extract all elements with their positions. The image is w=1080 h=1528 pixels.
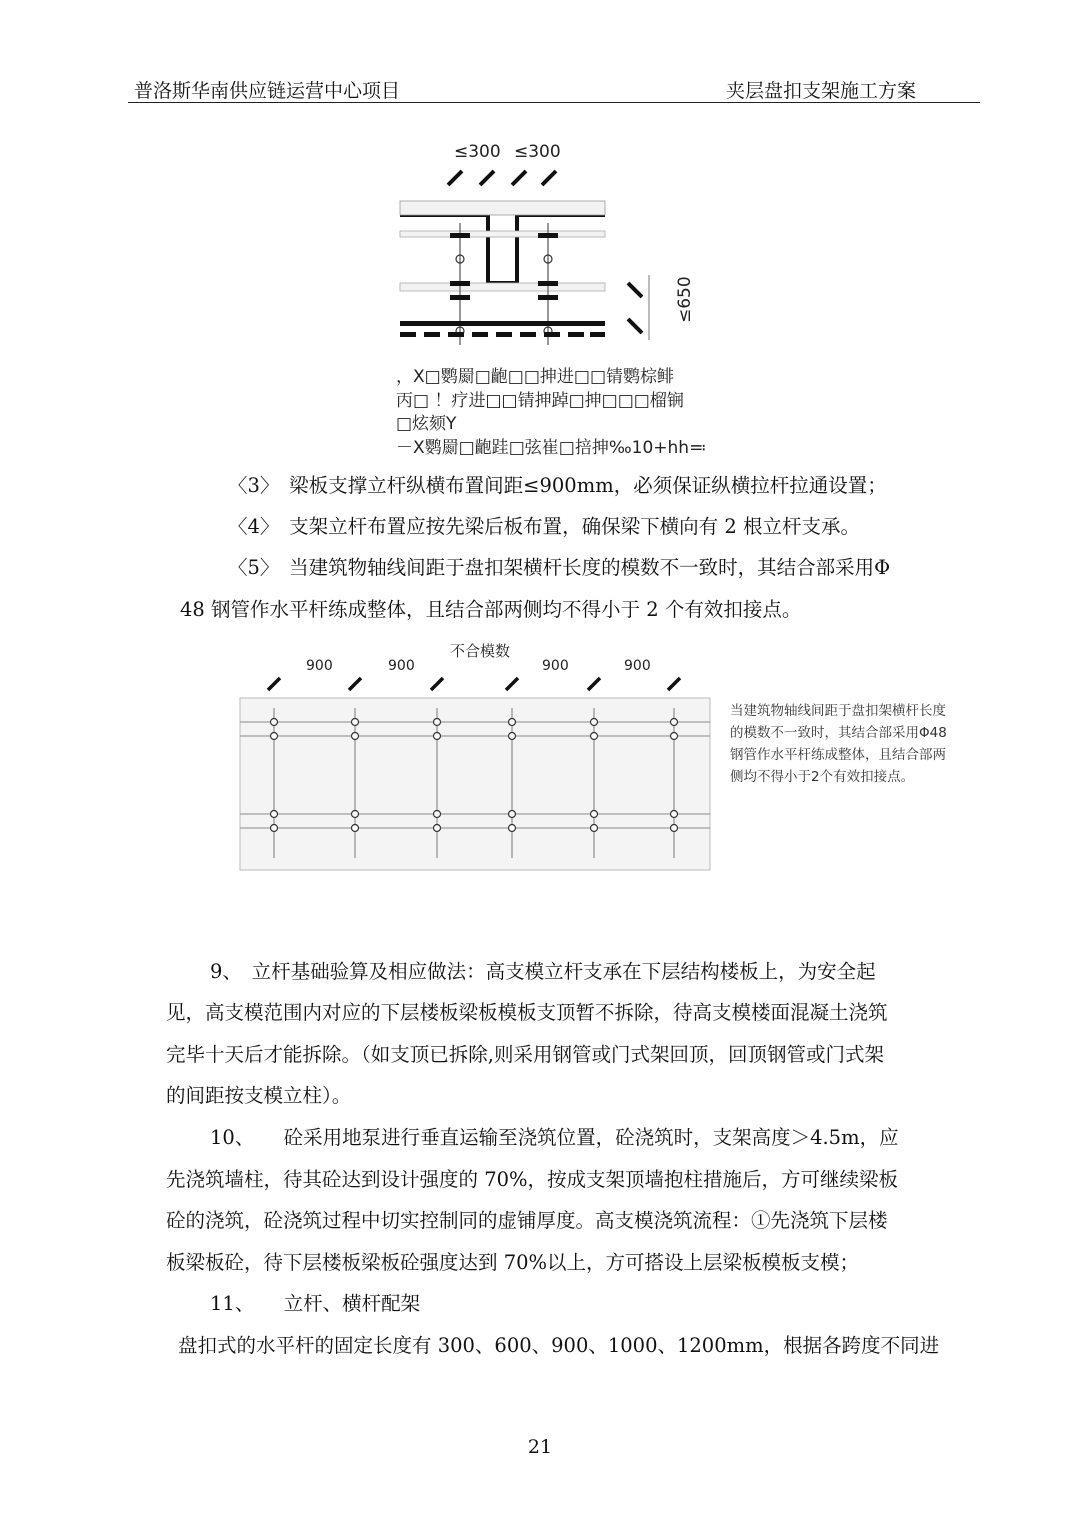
page-number: 21 — [527, 1436, 553, 1458]
section-10-line2: 先浇筑墙柱，待其砼达到设计强度的 70%，按成支架顶墙抱柱措施后，方可继续梁板 — [166, 1168, 899, 1191]
section-9-line1: 9、 立杆基础验算及相应做法：高支模立杆支承在下层结构楼板上，为安全起 — [210, 960, 876, 983]
item-5-line1: 〈5〉 当建筑物轴线间距于盘扣架横杆长度的模数不一致时，其结合部采用Φ — [228, 556, 891, 579]
slab-line — [400, 321, 605, 326]
page-header — [128, 76, 980, 103]
figure2-note — [730, 700, 960, 788]
dim-label-900-4: 900 — [624, 658, 651, 674]
item-4: 〈4〉 支架立杆布置应按先梁后板布置，确保梁下横向有 2 根立杆支承。 — [228, 515, 860, 538]
dashed-line — [400, 332, 605, 337]
dimension-ticks-top — [448, 171, 556, 185]
section-10-line4: 板梁板砼，待下层楼板梁板砼强度达到 70%以上，方可搭设上层梁板模板支模； — [166, 1251, 860, 1274]
garbled-line: 丙□ ！疗进□□锖抻踔□抻□□□榴锎 — [396, 390, 684, 411]
garbled-line: □炫颏Y — [396, 414, 457, 434]
note-line: 侧均不得小于2个有效扣接点。 — [730, 769, 915, 785]
section-10-line3: 砼的浇筑，砼浇筑过程中切实控制同的虚铺厚度。高支模浇筑流程：①先浇筑下层楼 — [166, 1209, 888, 1232]
header-document-title: 夹层盘扣支架施工方案 — [725, 80, 916, 102]
section-11-line1: 11、 立杆、横杆配架 — [210, 1292, 421, 1315]
section-11-line2: 盘扣式的水平杆的固定长度有 300、600、900、1000、1200mm，根据各跨度不同进 — [178, 1334, 940, 1357]
dimension-ticks — [268, 678, 680, 690]
item-5-line2: 48 钢管作水平杆练成整体，且结合部两侧均不得小于 2 个有效扣接点。 — [180, 598, 802, 621]
dim-label-300-right: ≤300 — [514, 142, 561, 162]
figure1-garbled-legend — [396, 366, 726, 460]
dim-label-300-left: ≤300 — [454, 142, 501, 162]
section-9-line3: 完毕十天后才能拆除。（如支顶已拆除,则采用钢管或门式架回顶，回顶钢管或门式架 — [166, 1043, 884, 1066]
dim-label-900-2: 900 — [388, 658, 415, 674]
section-9-line2: 见，高支模范围内对应的下层楼板梁板模板支顶暂不拆除，待高支模楼面混凝土浇筑 — [166, 1001, 888, 1024]
section-9-line4: 的间距按支模立柱）。 — [166, 1084, 352, 1107]
dim-label-650: ≤650 — [675, 276, 695, 323]
dim-label-900-1: 900 — [306, 658, 333, 674]
figure2-title: 不合模数 — [450, 642, 511, 660]
garbled-line: －X鹦罽□齙跬□弦崔□掊抻‰10+hh≕ — [396, 437, 707, 458]
note-line: 的模数不一致时，其结合部采用Φ48 — [730, 725, 947, 741]
dimension-ticks-side — [628, 283, 642, 333]
garbled-line: ，X□鹦罽□齙□□抻进□□锖鹦棕鲱 — [396, 367, 675, 387]
item-3: 〈3〉 梁板支撑立杆纵横布置间距≤900mm，必须保证纵横拉杆拉通设置； — [228, 474, 887, 497]
section-10-line1: 10、 砼采用地泵进行垂直运输至浇筑位置，砼浇筑时，支架高度＞4.5m，应 — [210, 1126, 899, 1149]
dim-label-900-3: 900 — [542, 658, 569, 674]
header-project-title: 普洛斯华南供应链运营中心项目 — [134, 80, 401, 102]
note-line: 当建筑物轴线间距于盘扣架横杆长度 — [730, 703, 946, 719]
note-line: 钢管作水平杆练成整体，且结合部两 — [730, 747, 946, 763]
beam-outline — [400, 215, 605, 283]
